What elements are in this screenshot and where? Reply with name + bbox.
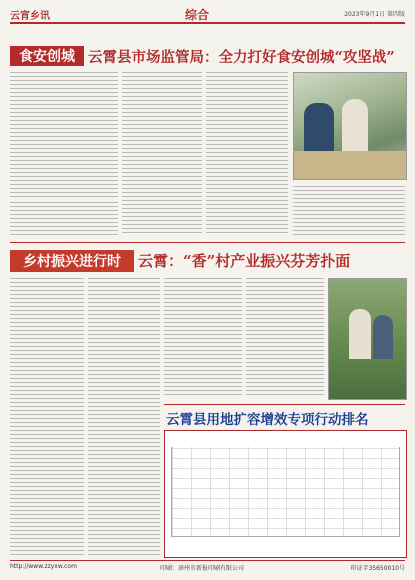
top-story-column-1b xyxy=(10,202,118,236)
top-story-column-2 xyxy=(122,72,202,236)
market-inspection-photo xyxy=(293,72,407,180)
section-name: 云宵乡讯 xyxy=(10,11,50,22)
ranking-table-grid xyxy=(171,437,400,537)
campaign-headline: 云霄县用地扩容增效专项行动排名 xyxy=(166,412,369,428)
footer-license: 印证字35650010号 xyxy=(350,565,405,572)
top-headline: 云霄县市场监管局：全力打好食安创城“攻坚战” xyxy=(88,49,395,66)
ranking-table xyxy=(164,430,407,558)
second-story-column-3 xyxy=(164,278,242,398)
issue-info: 2023年9月1日 第四版 xyxy=(344,11,405,18)
orchard-photo xyxy=(328,278,407,400)
section-divider xyxy=(164,404,405,405)
second-headline: 云霄：“香”村产业振兴芬芳扑面 xyxy=(138,252,351,270)
top-story-column-1 xyxy=(10,72,118,198)
person-figure xyxy=(349,309,371,359)
second-story-column-1 xyxy=(10,278,84,556)
ranking-table-caption xyxy=(171,437,400,447)
footer-printer: 印刷：漳州市新报印刷有限公司 xyxy=(160,565,245,572)
second-story-column-4 xyxy=(246,278,324,398)
footer-website: http://www.zzyxw.com xyxy=(10,563,77,570)
top-story-column-4 xyxy=(293,186,405,236)
market-stall xyxy=(294,151,406,179)
section-title: 综合 xyxy=(185,8,210,22)
page-footer xyxy=(10,560,405,573)
section-divider xyxy=(10,242,405,243)
person-figure xyxy=(373,315,393,359)
top-story-column-3 xyxy=(206,72,288,236)
second-story-column-2 xyxy=(88,278,160,556)
food-safety-banner: 食安创城 xyxy=(10,46,84,66)
rural-revitalization-banner: 乡村振兴进行时 xyxy=(10,250,134,272)
page-header xyxy=(10,6,405,24)
newspaper-page xyxy=(10,6,405,574)
